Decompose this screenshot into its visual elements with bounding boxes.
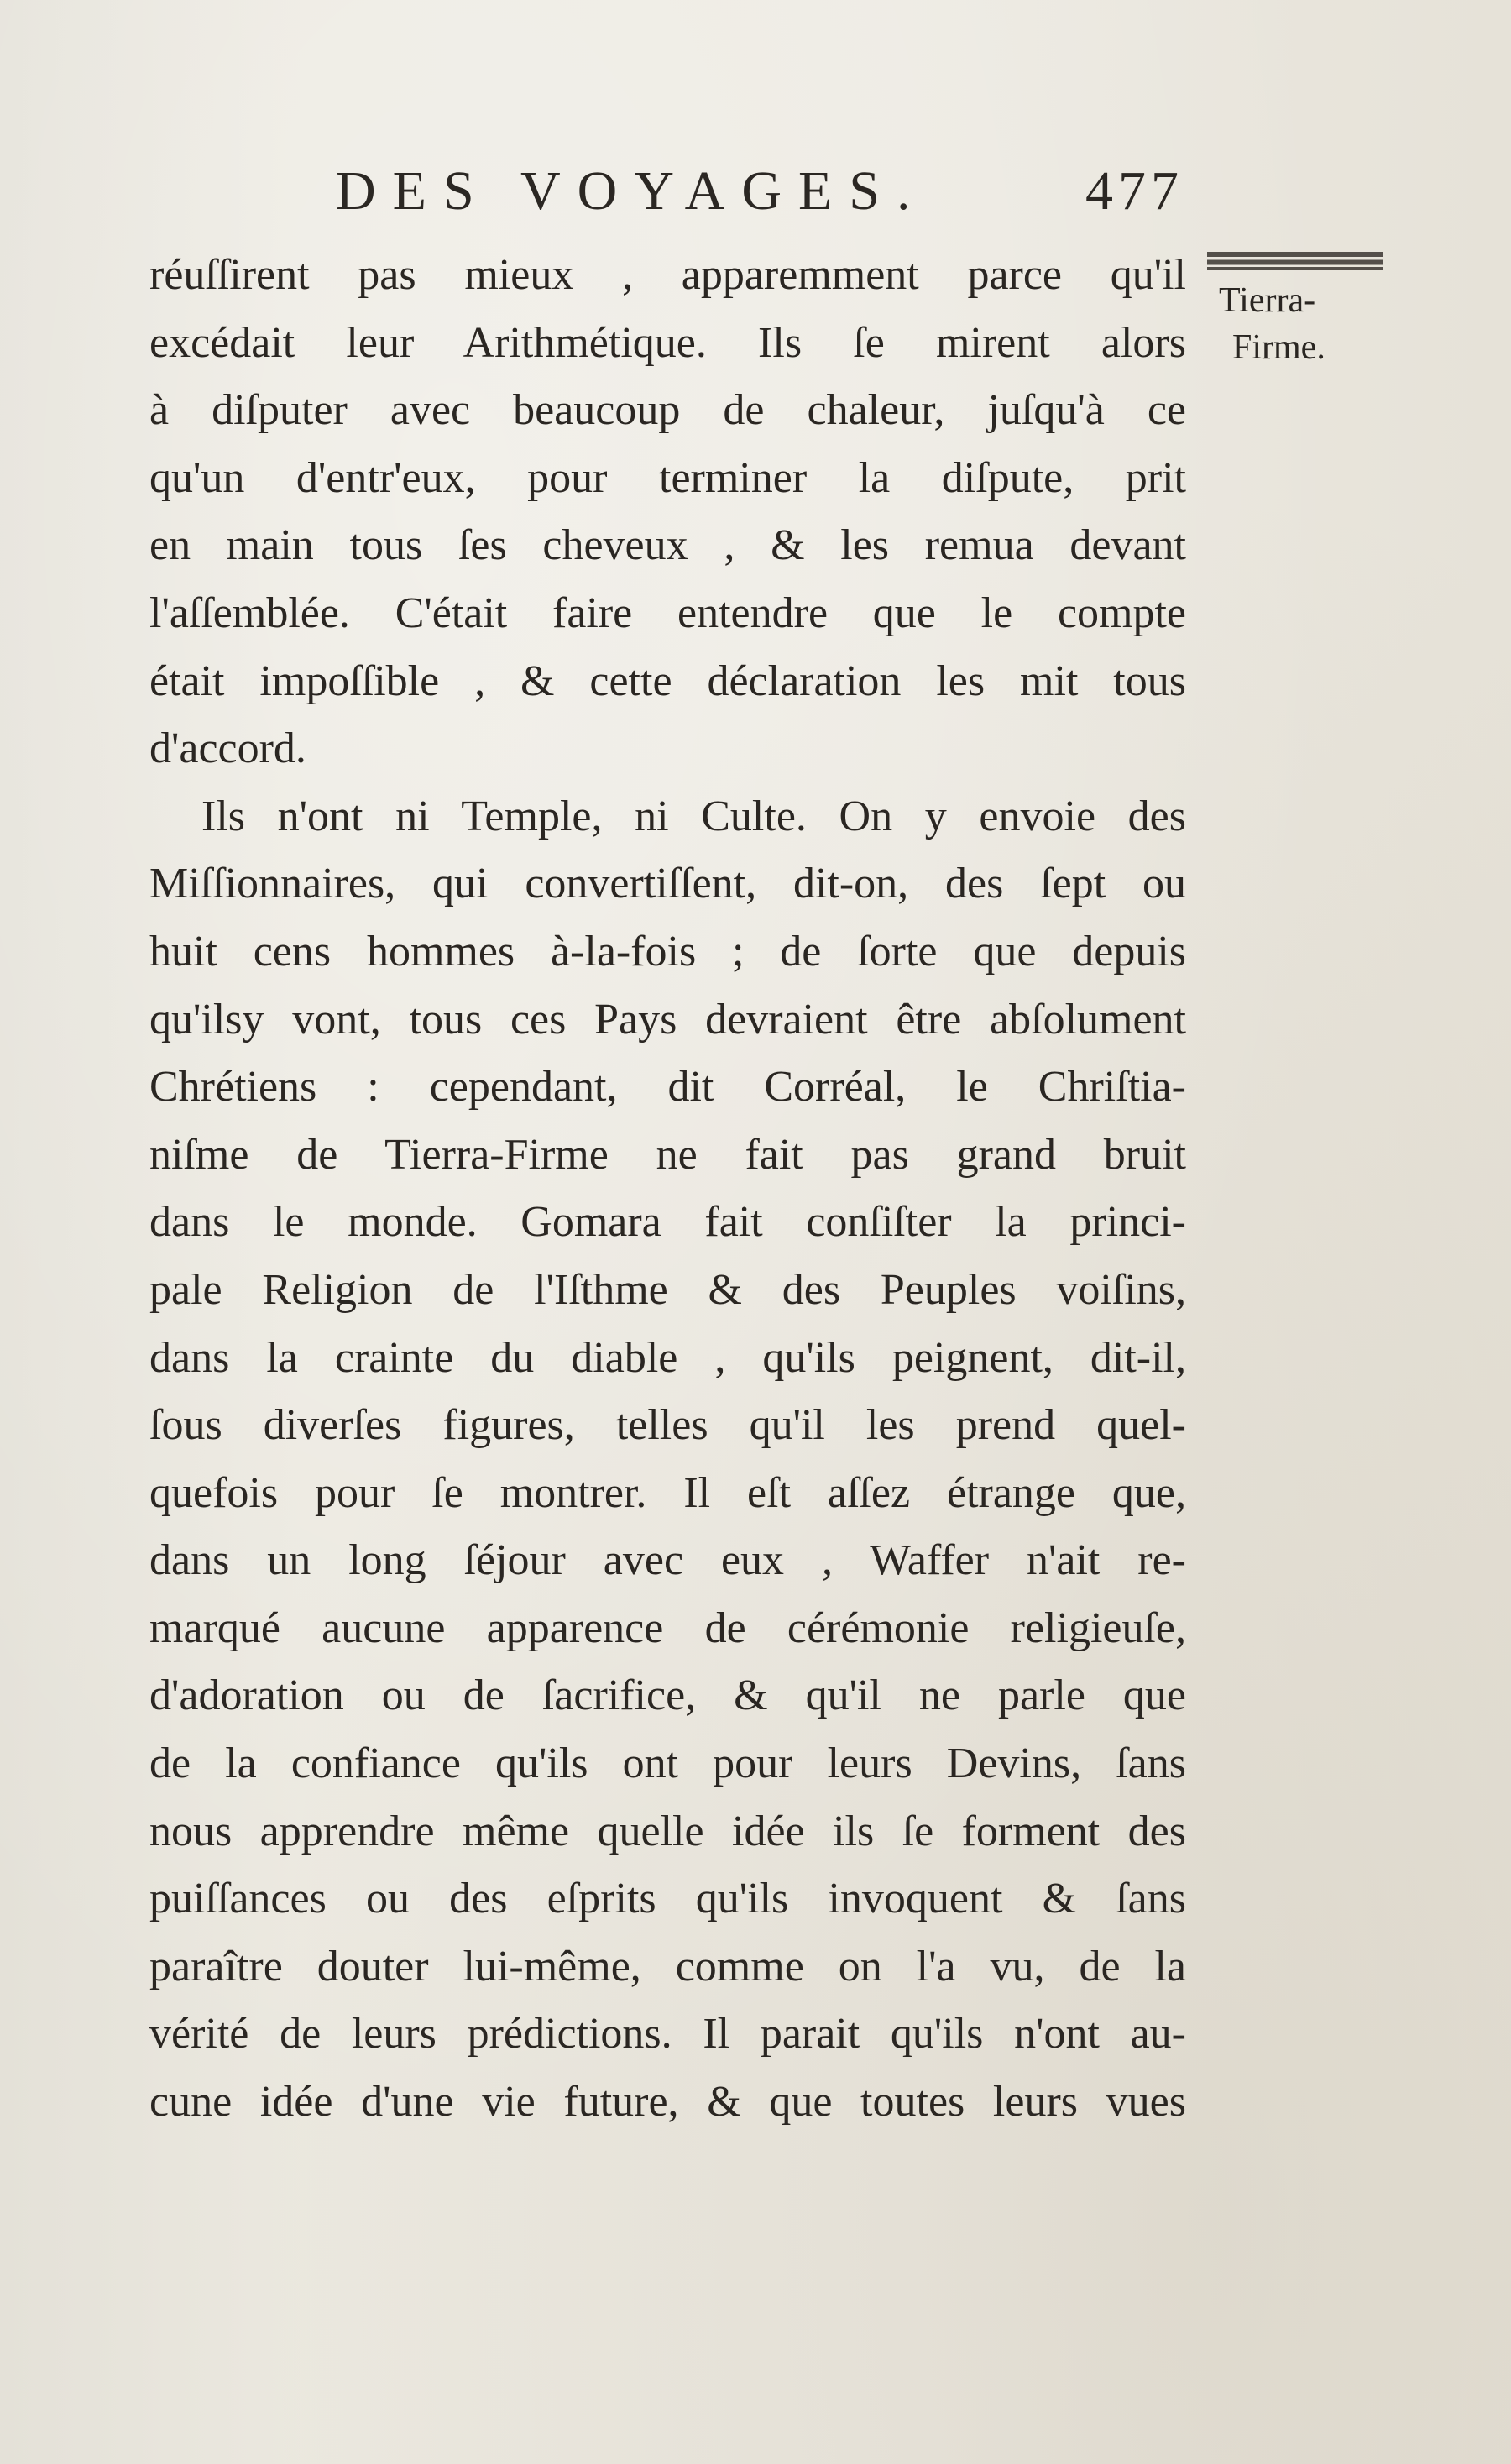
marginal-rule: [1207, 252, 1383, 270]
marginal-note-line: Firme.: [1232, 328, 1325, 367]
text-line: paraître douter lui-même, comme on l'a vu, de la: [149, 1942, 1186, 1991]
text-line: qu'ilsy vont, tous ces Pays devraient être abſolument: [149, 995, 1186, 1044]
text-line: Miſſionnaires, qui convertiſſent, dit-on, des ſept ou: [149, 860, 1186, 908]
text-line: niſme de Tierra-Firme ne fait pas grand bruit: [149, 1130, 1186, 1179]
text-line: réuſſirent pas mieux , apparemment parce qu'il: [149, 251, 1186, 299]
body-text: [149, 242, 1186, 2137]
text-line: d'accord.: [149, 725, 306, 773]
marginal-note: [1207, 242, 1375, 371]
text-line: Ils n'ont ni Temple, ni Culte. On y envoie des: [201, 792, 1186, 840]
text-line: marqué aucune apparence de cérémonie religieuſe,: [149, 1603, 1186, 1652]
text-line: puiſſances ou des eſprits qu'ils invoquent & ſans: [149, 1875, 1186, 1923]
text-line: dans le monde. Gomara fait conſiſter la princi-: [149, 1198, 1186, 1247]
text-line: en main tous ſes cheveux , & les remua devant: [149, 521, 1186, 570]
text-line: de la confiance qu'ils ont pour leurs Devins, ſans: [149, 1739, 1186, 1788]
text-line: qu'un d'entr'eux, pour terminer la diſpute, prit: [149, 453, 1186, 502]
marginal-note-line: Tierra-: [1219, 281, 1316, 320]
text-line: huit cens hommes à-la-fois ; de ſorte que depuis: [149, 927, 1186, 976]
text-line: à diſputer avec beaucoup de chaleur, juſqu'à ce: [149, 386, 1186, 435]
text-line: d'adoration ou de ſacrifice, & qu'il ne parle que: [149, 1671, 1186, 1720]
text-line: quefois pour ſe montrer. Il eſt aſſez étrange que,: [149, 1468, 1186, 1517]
page-header: [336, 158, 1184, 225]
text-line: l'aſſemblée. C'était faire entendre que le compte: [149, 589, 1186, 637]
text-line: dans un long ſéjour avec eux , Waffer n'ait re-: [149, 1536, 1186, 1585]
page-number: 477: [1085, 160, 1184, 222]
text-line: excédait leur Arithmétique. Ils ſe mirent alors: [149, 318, 1186, 367]
text-line: était impoſſible , & cette déclaration les mit tous: [149, 657, 1186, 705]
text-line: Chrétiens : cependant, dit Corréal, le Chriſtia-: [149, 1063, 1186, 1112]
text-line: nous apprendre même quelle idée ils ſe forment des: [149, 1807, 1186, 1855]
text-line: pale Religion de l'Iſthme & des Peuples voiſins,: [149, 1265, 1186, 1314]
text-line: cune idée d'une vie future, & que toutes leurs vues: [149, 2078, 1186, 2127]
text-line: ſous diverſes figures, telles qu'il les prend quel-: [149, 1401, 1186, 1450]
text-line: vérité de leurs prédictions. Il parait qu'ils n'ont au-: [149, 2010, 1186, 2059]
text-line: dans la crainte du diable , qu'ils peignent, dit-il,: [149, 1333, 1186, 1382]
running-title: DES VOYAGES.: [336, 160, 928, 222]
